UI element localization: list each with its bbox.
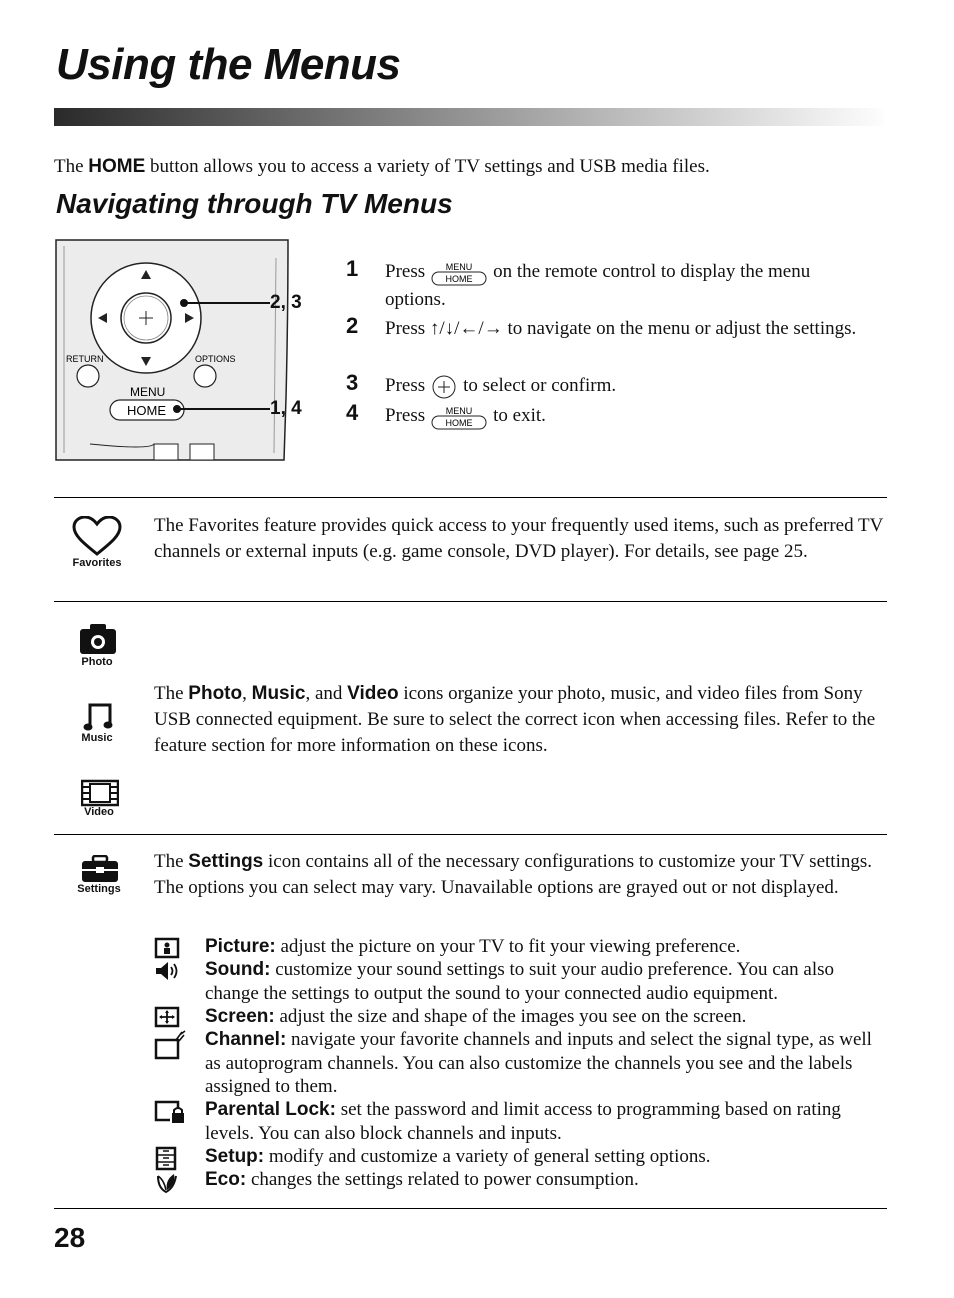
menu-label: MENU [130,385,166,399]
setup-icon [154,1146,182,1172]
select-button-icon [431,374,457,400]
heart-icon [72,516,122,558]
setting-sound: Sound: customize your sound settings to suit your audio preference. You can also change the settings to output the sound to your connected audio equipment. [205,959,834,1004]
step-2-number: 2 [346,313,359,338]
step-1-number: 1 [346,256,359,281]
divider [54,834,887,835]
setting-parental-lock: Parental Lock: set the password and limit access to programming based on rating levels. You can also block channels and inputs. [205,1099,841,1144]
svg-text:MENU: MENU [445,405,473,416]
screen-icon [154,1006,182,1028]
eco-leaf-icon [154,1170,182,1196]
favorites-icon-label: Favorites [72,557,122,569]
settings-icon-label: Settings [77,883,121,895]
svg-text:MENU: MENU [445,261,473,272]
callout-2-3: 2, 3 [270,292,302,313]
page-title: Using the Menus [56,40,401,89]
settings-description: The Settings icon contains all of the necessary configurations to customize your TV settings. The options you can select may vary. Unavailable options are grayed out or not displayed. [154,851,872,898]
channel-icon [154,1030,186,1060]
step-4-text: Press MENU HOME to exit. [385,405,546,428]
menu-home-button-icon [431,260,487,286]
intro-text: The HOME button allows you to access a variety of TV settings and USB media files. [54,156,710,177]
step-3-number: 3 [346,370,359,395]
setting-screen: Screen: adjust the size and shape of the images you see on the screen. [205,1006,747,1027]
film-strip-icon [81,779,119,807]
step-1-text: Press MENU HOME on the remote control to display the menu options. [385,261,811,310]
home-label: HOME [127,403,166,418]
remote-control-illustration [50,238,320,468]
menu-home-button-icon [431,404,487,430]
setting-setup: Setup: modify and customize a variety of general setting options. [205,1146,711,1167]
options-label: OPTIONS [195,354,236,364]
return-label: RETURN [66,354,104,364]
toolbox-icon [81,855,119,883]
section-heading: Navigating through TV Menus [56,188,453,219]
music-note-icon [83,701,115,733]
media-description: The Photo, Music, and Video icons organize your photo, music, and video files from Sony USB connected equipment. Be sure to select the correct icon when accessing files. Refer to the feature section for more information on these icons. [154,683,876,756]
step-2-text: Press ↑/↓/←/→ to navigate on the menu or adjust the settings. [385,318,857,339]
speaker-icon [154,960,182,982]
picture-icon [154,937,182,959]
video-icon-label: Video [84,806,114,818]
page-number: 28 [54,1222,86,1253]
favorites-description: The Favorites feature provides quick access to your frequently used items, such as preferred TV channels or external inputs (e.g. game console, DVD player). For details, see page 25. [154,515,883,562]
photo-icon-label: Photo [81,656,113,668]
setting-picture: Picture: adjust the picture on your TV to fit your viewing preference. [205,936,741,957]
setting-eco: Eco: changes the settings related to power consumption. [205,1169,639,1190]
title-gradient-bar [54,108,884,126]
step-4-number: 4 [346,400,359,425]
music-icon-label: Music [81,732,113,744]
parental-lock-icon [154,1099,186,1125]
divider [54,497,887,498]
svg-text:HOME: HOME [445,273,473,284]
divider [54,1208,887,1209]
callout-1-4: 1, 4 [270,398,302,419]
divider [54,601,887,602]
camera-icon [79,623,117,655]
svg-text:HOME: HOME [445,417,473,428]
step-3-text: Press to select or confirm. [385,372,875,400]
setting-channel: Channel: navigate your favorite channels and inputs and select the signal type, as well as autoprogram channels. You can also customize the channels you see and the labels assigned to them. [205,1029,872,1097]
